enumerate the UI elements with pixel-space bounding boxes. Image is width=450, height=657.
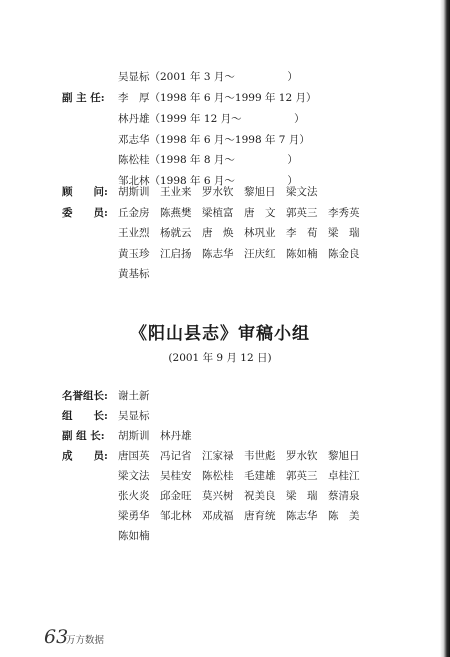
honorary-leader-names: 谢土新 [118,390,150,402]
advisors-label: 顾 问: [62,186,108,198]
watermark: 万方数据 [66,635,105,646]
leader-names: 吴显标 [118,410,150,422]
group-members-line: 陈如楠 [118,530,150,542]
members-line: 王业烈 杨就云 唐 焕 林巩业 李 荀 梁 瑞 [118,227,360,239]
members-line: 丘金房 陈燕樊 梁植富 唐 文 郭英三 李秀英 [118,207,360,219]
group-members-line: 梁文法 吴桂安 陈松桂 毛建雄 郭英三 卓桂江 [118,470,360,482]
group-title: 《阳山县志》审稿小组 [130,324,310,344]
group-members-line: 张火炎 邱金旺 莫兴树 祝美良 梁 瑞 蔡清泉 [118,490,360,502]
members-label: 委 员: [62,207,108,219]
group-members-line: 梁勇华 邹北林 邓成福 唐育统 陈志华 陈 美 [118,510,360,522]
members-line: 黄玉珍 江启扬 陈志华 汪庆红 陈如楠 陈金良 [118,248,360,260]
entry-text: 吴显标（2001 年 3 月～ ） [118,71,298,83]
group-members-line: 唐国英 冯记省 江家禄 韦世彪 罗水钦 黎旭日 [118,450,360,462]
advisors-names: 胡斯训 王业来 罗水钦 黎旭日 梁文法 [118,186,318,198]
scan-edge-shadow [440,0,450,657]
members-line: 黄基标 [118,268,150,280]
entry-text: 陈松桂（1998 年 8 月～ ） [118,154,298,166]
entry-text: 林丹雄（1999 年 12 月～ ） [118,113,305,125]
entry-text: 邓志华（1998 年 6 月～1998 年 7 月） [118,134,310,146]
leader-label: 组 长: [62,410,108,422]
entry-label: 副 主 任: [62,92,105,104]
page-number: 63 [44,626,69,648]
entry-text: 邹北林（1998 年 6 月～ ） [118,175,298,187]
deputy-leader-names: 胡斯训 林丹雄 [118,430,192,442]
honorary-leader-label: 名誉组长: [62,390,108,402]
group-members-label: 成 员: [62,450,108,462]
entry-text: 李 厚（1998 年 6 月～1999 年 12 月） [118,92,317,104]
group-date: (2001 年 9 月 12 日) [168,352,272,364]
deputy-leader-label: 副 组 长: [62,430,105,442]
